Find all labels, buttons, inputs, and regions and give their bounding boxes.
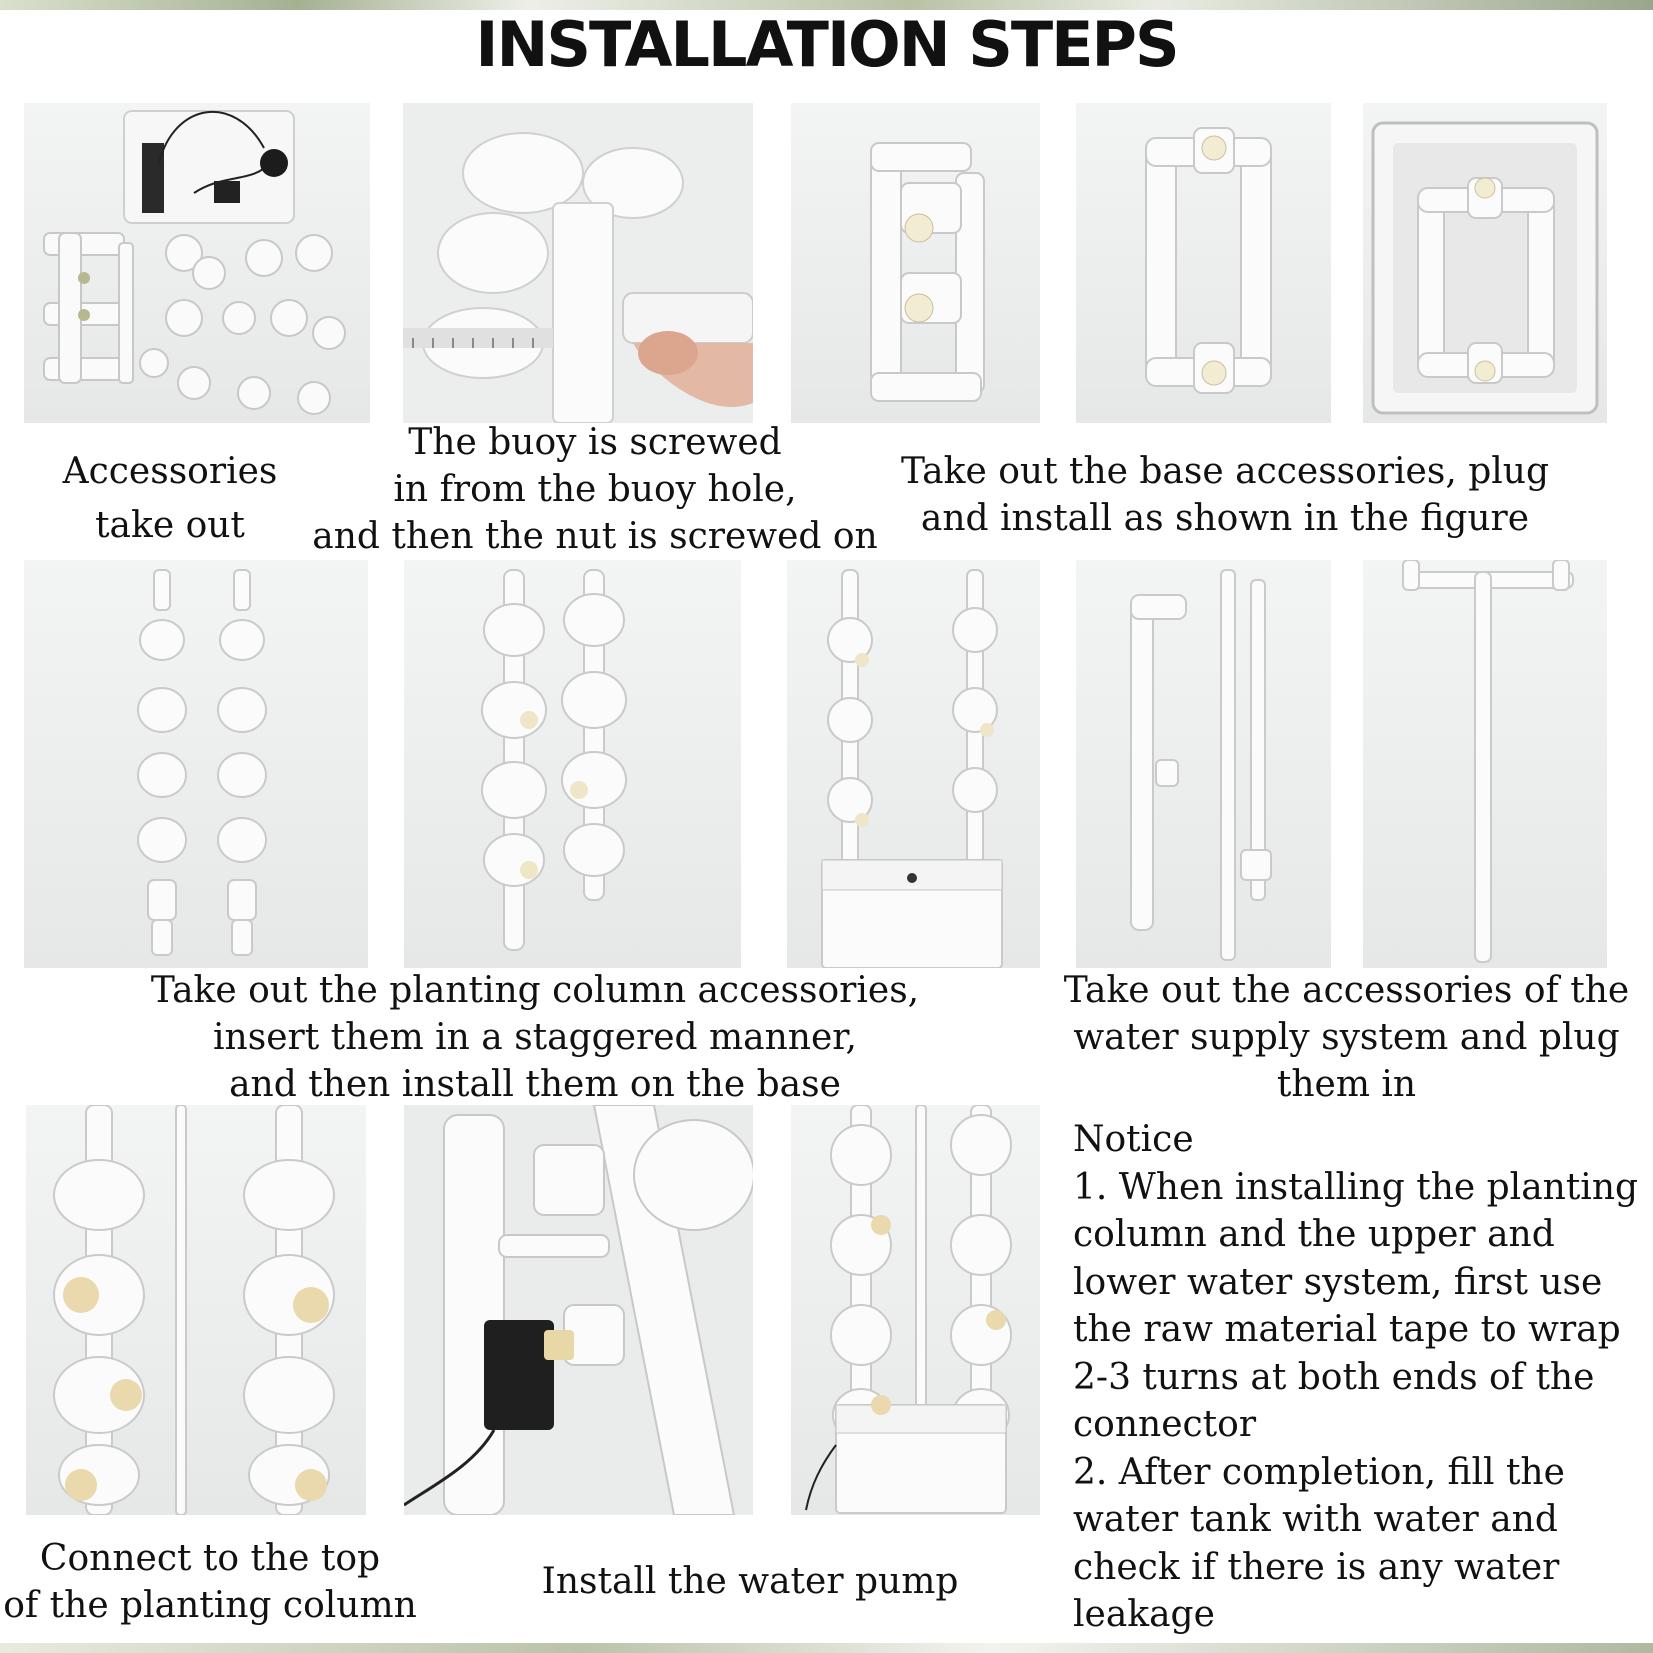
notice-line: leakage <box>1073 1594 1215 1635</box>
caption-line: in from the buoy hole, <box>393 469 797 510</box>
base-rectangle-illustration <box>1076 103 1331 423</box>
photo-completed-tower <box>791 1105 1040 1515</box>
notice-line: lower water system, first use <box>1073 1261 1603 1303</box>
photo-base-1 <box>791 103 1040 423</box>
caption-line: Accessories <box>62 451 278 492</box>
notice-line: water tank with water and <box>1073 1499 1558 1540</box>
caption-line: The buoy is screwed <box>408 422 782 463</box>
caption-line: of the planting column <box>3 1585 417 1626</box>
tank-with-base-illustration <box>1363 103 1607 423</box>
caption-line: Install the water pump <box>541 1561 959 1602</box>
water-supply-illustration <box>1076 560 1331 968</box>
accessories-illustration <box>24 103 370 423</box>
caption-base <box>890 448 1560 542</box>
photo-water-pump <box>404 1105 753 1515</box>
staggered-column-illustration <box>404 560 741 968</box>
caption-line: and then install them on the base <box>229 1064 841 1105</box>
connect-top-illustration <box>26 1105 366 1515</box>
base-frame-illustration <box>791 103 1040 423</box>
photo-water-supply-parts <box>1076 560 1331 968</box>
caption-line: take out <box>95 505 245 546</box>
caption-line: Connect to the top <box>39 1538 381 1579</box>
notice-line: 2-3 turns at both ends of the <box>1073 1356 1595 1398</box>
photo-buoy <box>403 103 753 423</box>
photo-water-supply-assembled <box>1363 560 1607 968</box>
caption-connect-top <box>0 1535 420 1629</box>
caption-water-supply <box>1040 967 1653 1108</box>
notice-line: 1. When installing the planting <box>1073 1166 1639 1208</box>
photo-connect-top <box>26 1105 366 1515</box>
caption-line: insert them in a staggered manner, <box>213 1017 857 1058</box>
columns-on-base-illustration <box>787 560 1040 968</box>
notice-line: 2. After completion, fill the <box>1073 1451 1565 1493</box>
caption-pump <box>500 1558 1000 1605</box>
caption-line: Take out the planting column accessories, <box>150 970 920 1011</box>
photo-accessories <box>24 103 370 423</box>
caption-line: Take out the base accessories, plug <box>900 451 1550 492</box>
notice-line: connector <box>1073 1404 1257 1445</box>
notice-heading: Notice <box>1073 1119 1194 1160</box>
caption-line: and then the nut is screwed on <box>312 516 878 557</box>
photo-base-in-tank <box>1363 103 1607 423</box>
notice-block <box>1073 1116 1648 1639</box>
caption-accessories <box>24 448 316 549</box>
caption-buoy <box>310 419 880 560</box>
water-pump-illustration <box>404 1105 753 1515</box>
notice-line: column and the upper and <box>1073 1214 1555 1255</box>
notice-line: check if there is any water <box>1073 1546 1560 1588</box>
photo-columns-on-base <box>787 560 1040 968</box>
page-title: INSTALLATION STEPS <box>475 8 1178 81</box>
water-supply-assembled-illustration <box>1363 560 1607 968</box>
notice-line: the raw material tape to wrap <box>1073 1309 1621 1350</box>
photo-planting-column-parts <box>24 560 368 968</box>
caption-line: them in <box>1276 1064 1417 1105</box>
caption-line: and install as shown in the figure <box>920 498 1530 539</box>
column-parts-illustration <box>24 560 368 968</box>
photo-planting-column-staggered <box>404 560 741 968</box>
caption-line: water supply system and plug <box>1073 1017 1620 1058</box>
photo-base-2 <box>1076 103 1331 423</box>
caption-planting <box>120 967 950 1108</box>
completed-tower-illustration <box>791 1105 1040 1515</box>
caption-line: Take out the accessories of the <box>1063 970 1630 1011</box>
bottom-decorative-strip <box>0 1643 1653 1653</box>
buoy-illustration <box>403 103 753 423</box>
